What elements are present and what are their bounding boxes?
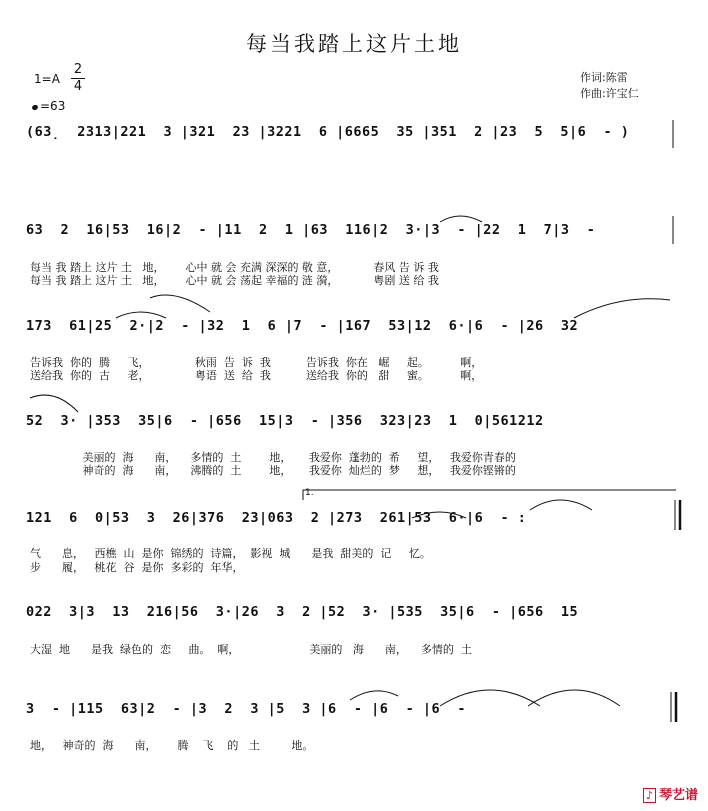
time-signature-bottom: 4 [71, 78, 85, 95]
lyric-line-2a: 每当 我 踏上 这片 土 地， 心中 就 会 充满 深深的 敬 意， 春风 告 诉 我 [30, 261, 439, 274]
lyric-line-3a: 告诉我 你的 腾 飞， 秋雨 告 诉 我 告诉我 你在 崛 起。 啊， [30, 356, 483, 369]
lyric-line-5a: 气 息， 西樵 山 是你 锦绣的 诗篇， 影视 城 是我 甜美的 记 忆。 [30, 547, 431, 560]
volta-marker: 1. [305, 488, 314, 498]
key-signature: 1=A [34, 72, 60, 86]
song-title: 每当我踏上这片土地 [246, 32, 462, 56]
watermark-logo [643, 784, 698, 803]
lyric-line-4a: 美丽的 海 南， 多情的 土 地， 我爱你 蓬勃的 希 望， 我爱你青春的 [30, 451, 516, 464]
notation-line-1: (63̣ 2313|221 3 |321 23 |3221 6 |6665 35 |351 2 |23 5 5|6 - ) [26, 124, 630, 140]
lyricist: 作词:陈雷 [580, 71, 628, 84]
lyric-line-2b: 每当 我 踏上 这片 土 地， 心中 就 会 荡起 幸福的 涟 漪， 粤剧 送 给 我 [30, 274, 439, 287]
notation-line-7: 3 - |115 63|2 - |3 2 3 |5 3 |6 - |6 - |6 - [26, 701, 475, 717]
lyric-line-4b: 神奇的 海 南， 沸腾的 土 地， 我爱你 灿烂的 梦 想， 我爱你铿锵的 [30, 464, 516, 477]
notation-line-2: 63 2 16|53 16|2 - |11 2 1 |63 116|2 3·|3 - |22 1 7|3 - [26, 222, 605, 238]
lyric-line-7a: 地， 神奇的 海 南， 腾 飞 的 土 地。 [30, 739, 314, 752]
tempo-value: =63 [40, 99, 66, 113]
notation-line-6: 022 3|3 13 216|56 3·|26 3 2 |52 3· |535 35|6 - |656 15 [26, 604, 579, 620]
lyric-line-5b: 步 履， 桃花 谷 是你 多彩的 年华， [30, 561, 244, 574]
logo-icon: ♪ [643, 788, 656, 803]
time-signature-top: 2 [73, 62, 83, 77]
notation-line-4: 52 3· |353 35|6 - |656 15|3 - |356 323|23 1 0|561212 [26, 413, 544, 429]
composer: 作曲:许宝仁 [580, 87, 639, 100]
notation-line-3: 173 61|25 2·|2 - |32 1 6 |7 - |167 53|12 6·|6 - |26 32 [26, 318, 579, 334]
notation-line-5: 121 6 0|53 3 26|376 23|063 2 |273 261|53 6·|6 - : [26, 510, 527, 526]
lyric-line-6a: 大湿 地 是我 绿色的 恋 曲。 啊， 美丽的 海 南， 多情的 土 [30, 643, 472, 656]
lyric-line-3b: 送给我 你的 古 老， 粤语 送 给 我 送给我 你的 甜 蜜。 啊， [30, 369, 483, 382]
watermark-text: 琴艺谱 [658, 788, 698, 803]
